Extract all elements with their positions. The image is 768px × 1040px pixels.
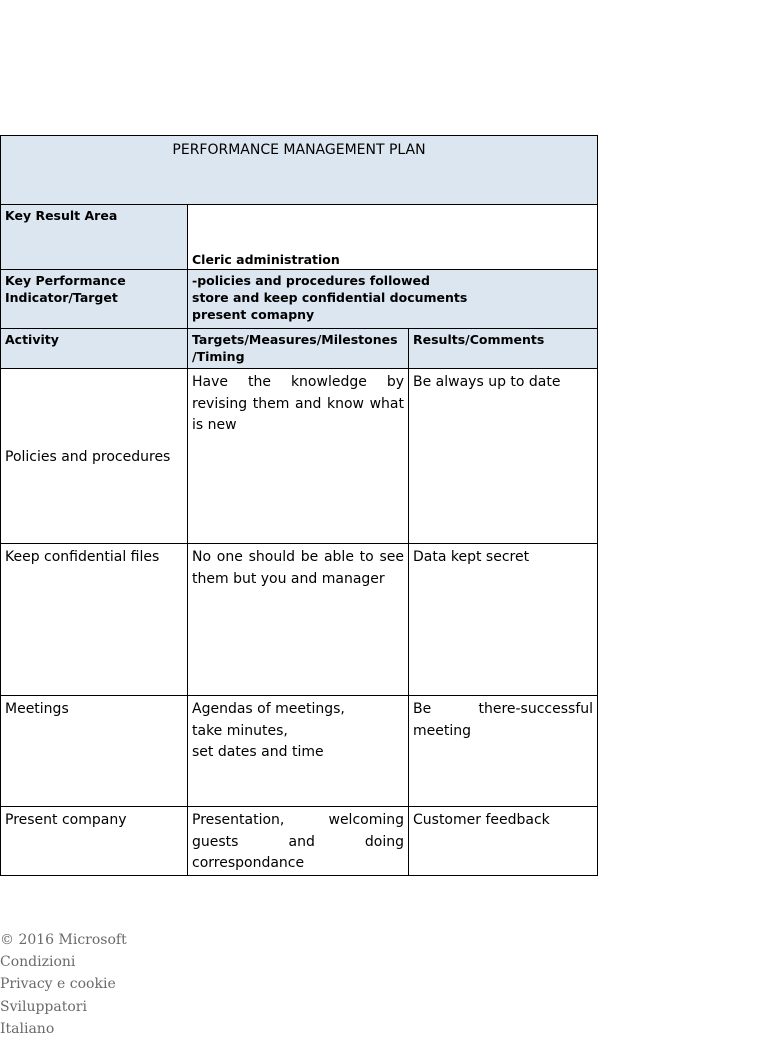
results-cell: Data kept secret [409, 544, 598, 696]
footer-link-terms[interactable]: Condizioni [0, 954, 76, 971]
results-cell: Customer feedback [409, 807, 598, 876]
header-results: Results/Comments [409, 329, 598, 369]
targets-line: set dates and time [192, 744, 324, 760]
performance-plan-table [0, 135, 598, 876]
table-row [1, 544, 598, 696]
targets-cell: No one should be able to see them but you and manager [188, 544, 409, 696]
header-targets [188, 329, 409, 369]
plan-title: PERFORMANCE MANAGEMENT PLAN [1, 136, 598, 205]
results-cell: Be there-successful meeting [409, 696, 598, 807]
table-row [1, 696, 598, 807]
kpi-line: -policies and procedures followed [192, 273, 430, 288]
footer-link-privacy[interactable]: Privacy e cookie [0, 976, 116, 993]
kpi-line: present comapny [192, 307, 315, 322]
footer-link-developers[interactable]: Sviluppatori [0, 998, 87, 1015]
activity-cell: Keep confidential files [1, 544, 188, 696]
activity-cell: Meetings [1, 696, 188, 807]
results-cell: Be always up to date [409, 369, 598, 544]
table-row [1, 807, 598, 876]
header-targets-line: /Timing [192, 349, 245, 364]
targets-line: Agendas of meetings, [192, 701, 345, 717]
targets-line: take minutes, [192, 722, 288, 739]
kpi-value [188, 270, 598, 329]
header-activity: Activity [1, 329, 188, 369]
activity-cell: Policies and procedures [1, 369, 188, 544]
targets-cell [188, 696, 409, 807]
page-footer [0, 929, 127, 1040]
header-targets-line: Targets/Measures/Milestones [192, 332, 398, 347]
table-row [1, 369, 598, 544]
kpi-label: Key Performance Indicator/Target [1, 270, 188, 329]
kpi-line: store and keep confidential documents [192, 290, 468, 305]
kra-label: Key Result Area [1, 205, 188, 270]
footer-link-language[interactable]: Italiano [0, 1020, 55, 1037]
activity-cell: Present company [1, 807, 188, 876]
copyright-text: © 2016 Microsoft [0, 932, 127, 948]
kra-value: Cleric administration [188, 205, 598, 270]
targets-cell: Presentation, welcoming guests and doing correspondance [188, 807, 409, 876]
targets-cell: Have the knowledge by revising them and know what is new [188, 369, 409, 544]
